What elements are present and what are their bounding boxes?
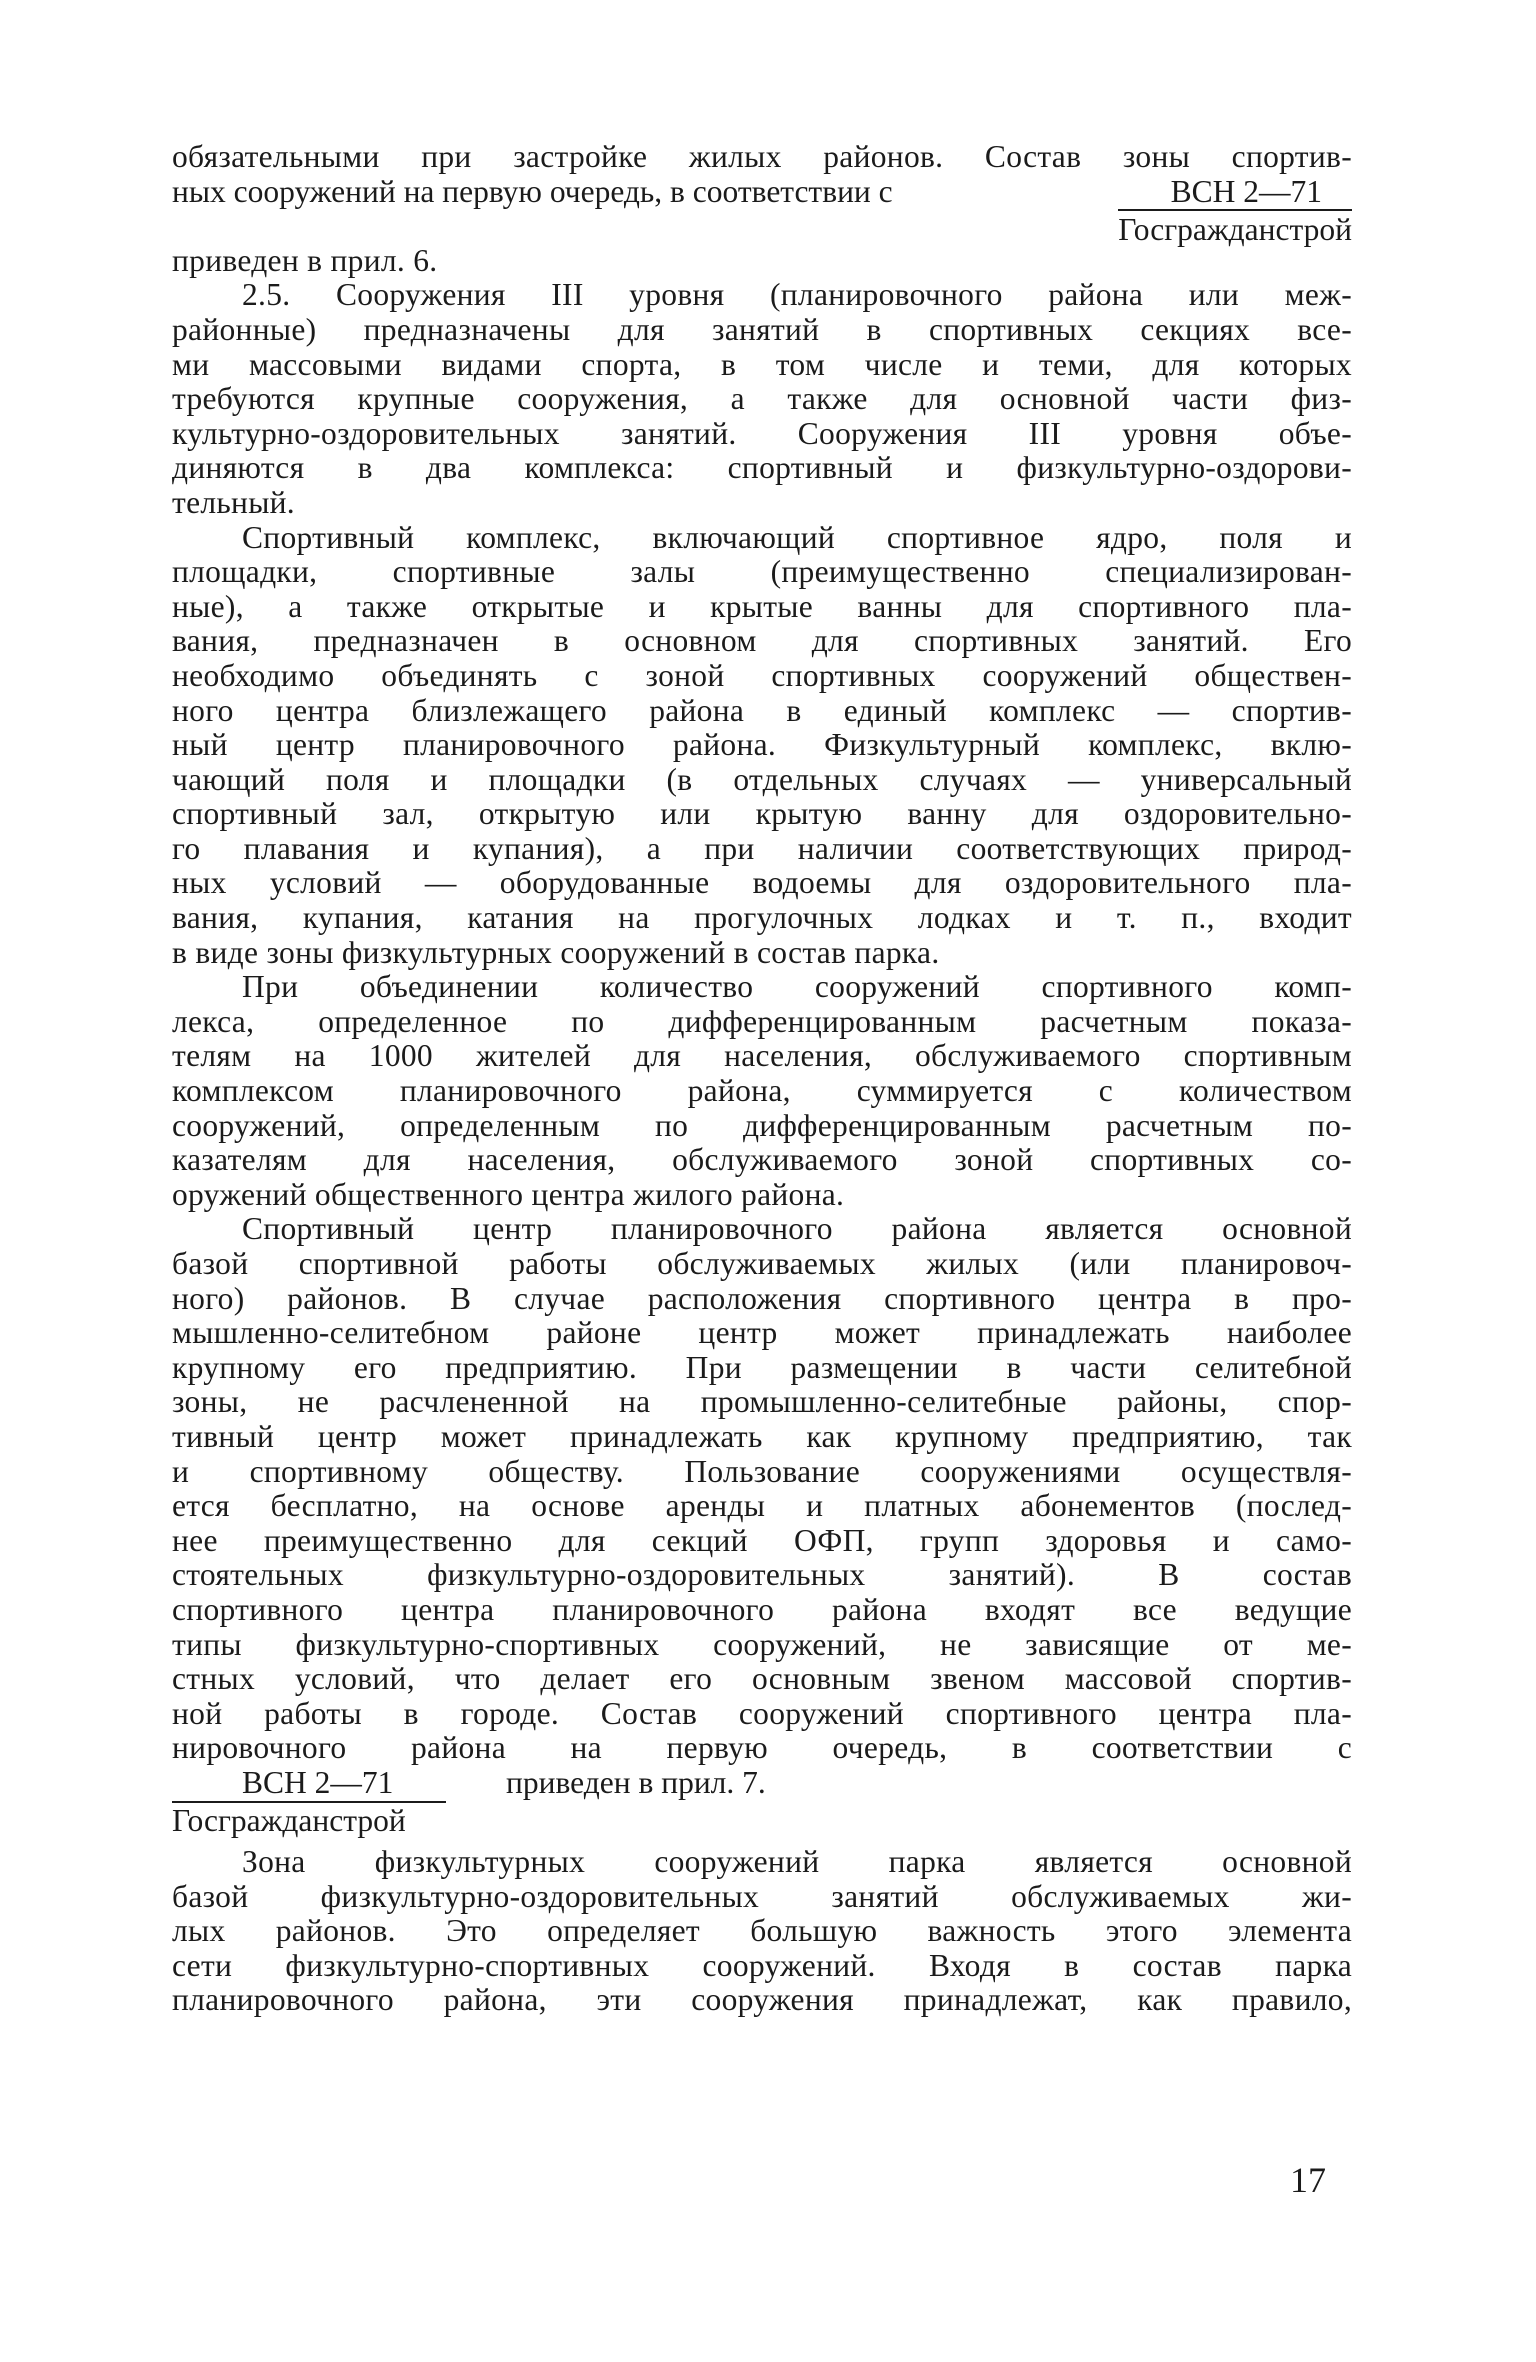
page-number: 17 [1290,2160,1326,2200]
fraction-numerator: ВСН 2—71 [242,1764,394,1800]
text-segment: приведен в прил. 7. [506,1764,766,1800]
text-line: мышленно-селитебном районе центр может принадлежать наиболее [172,1315,1352,1351]
text-line: нировочного района на первую очередь, в соответствии с [172,1730,1352,1766]
text-line: вания, купания, катания на прогулочных лодках и т. п., входит [172,900,1352,936]
paragraph-first-line: При объединении количество сооружений спортивного комп- [242,969,1352,1005]
text-line: базой спортивной работы обслуживаемых жилых (или планировоч- [172,1246,1352,1281]
text-line: вания, предназначен в основном для спортивных занятий. Его [172,623,1352,659]
fraction-numerator: ВСН 2—71 [1170,173,1322,209]
text-line: ного) районов. В случае расположения спортивного центра в про- [172,1280,1352,1316]
document-page [172,140,1352,2018]
text-line: планировочного района, эти сооружения принадлежат, как правило, [172,1982,1352,2018]
fraction-denominator-row [172,1801,1352,1836]
text-line: районные) предназначены для занятий в спортивных секциях все- [172,311,1352,347]
text-line: типы физкультурно-спортивных сооружений, не зависящие от ме- [172,1626,1352,1662]
text-line-with-fraction [172,1766,1352,1801]
text-line: ный центр планировочного района. Физкультурный комплекс, вклю- [172,727,1352,763]
paragraph-first-line: Зона физкультурных сооружений парка является основной [242,1844,1352,1880]
text-line: и спортивному обществу. Пользование сооружениями осуществля- [172,1453,1352,1489]
text-line: ми массовыми видами спорта, в том числе и теми, для которых [172,346,1352,382]
text-line: в виде зоны физкультурных сооружений в состав парка. [172,934,940,970]
paragraph-first-line: Спортивный центр планировочного района является основной [242,1211,1352,1247]
text-line: культурно-оздоровительных занятий. Сооружения III уровня объе- [172,415,1352,451]
text-line: сети физкультурно-спортивных сооружений. Входя в состав парка [172,1947,1352,1983]
text-line: комплексом планировочного района, суммируется с количеством [172,1073,1352,1109]
text-line: телям на 1000 жителей для населения, обслуживаемого спортивным [172,1038,1352,1074]
text-line: стных условий, что делает его основным звеном массовой спортив- [172,1661,1352,1697]
text-line: приведен в прил. 6. [172,242,438,278]
text-line: площадки, спортивные залы (преимущественно специализирован- [172,554,1352,590]
text-line: ной работы в городе. Состав сооружений спортивного центра пла- [172,1695,1352,1731]
fraction-denominator-row [172,209,1352,248]
text-line: го плавания и купания), а при наличии соответствующих природ- [172,830,1352,866]
text-segment: ных сооружений на первую очередь, в соответствии с [172,173,893,209]
text-line: ные), а также открытые и крытые ванны для спортивного пла- [172,588,1352,624]
text-line-with-fraction [172,175,1352,210]
text-line: ется бесплатно, на основе аренды и платных абонементов (послед- [172,1488,1352,1524]
paragraph-first-line: Спортивный комплекс, включающий спортивное ядро, поля и [242,519,1352,555]
text-line: крупному его предприятию. При размещении в части селитебной [172,1349,1352,1385]
text-line: стоятельных физкультурно-оздоровительных занятий). В состав [172,1557,1352,1593]
text-line: казателям для населения, обслуживаемого зоной спортивных со- [172,1142,1352,1178]
text-line: спортивный зал, открытую или крытую ванну для оздоровительно- [172,796,1352,832]
text-line: требуются крупные сооружения, а также для основной части физ- [172,381,1352,417]
fraction-denominator: Госгражданстрой [1118,209,1352,248]
text-line: обязательными при застройке жилых районов. Состав зоны спортив- [172,139,1352,174]
text-line: зоны, не расчлененной на промышленно-селитебные районы, спор- [172,1384,1352,1420]
text-line: ного центра близлежащего района в единый комплекс — спортив- [172,692,1352,728]
text-line: необходимо объединять с зоной спортивных сооружений обществен- [172,657,1352,693]
text-line: сооружений, определенным по дифференцированным расчетным по- [172,1107,1352,1143]
text-line: диняются в два комплекса: спортивный и физкультурно-оздорови- [172,450,1352,486]
text-line: тельный. [172,484,295,520]
paragraph-first-line: 2.5. Сооружения III уровня (планировочного района или меж- [242,277,1352,313]
text-line: спортивного центра планировочного района входят все ведущие [172,1591,1352,1627]
text-line: лекса, определенное по дифференцированным расчетным показа- [172,1003,1352,1039]
text-line: оружений общественного центра жилого района. [172,1176,845,1212]
text-line: чающий поля и площадки (в отдельных случаях — универсальный [172,761,1352,797]
fraction-denominator: Госгражданстрой [172,1801,446,1839]
text-line: базой физкультурно-оздоровительных занятий обслуживаемых жи- [172,1878,1352,1914]
text-line: нее преимущественно для секций ОФП, групп здоровья и само- [172,1522,1352,1558]
text-line: тивный центр может принадлежать как крупному предприятию, так [172,1418,1352,1454]
text-line: лых районов. Это определяет большую важность этого элемента [172,1913,1352,1949]
text-line: ных условий — оборудованные водоемы для оздоровительного пла- [172,865,1352,901]
